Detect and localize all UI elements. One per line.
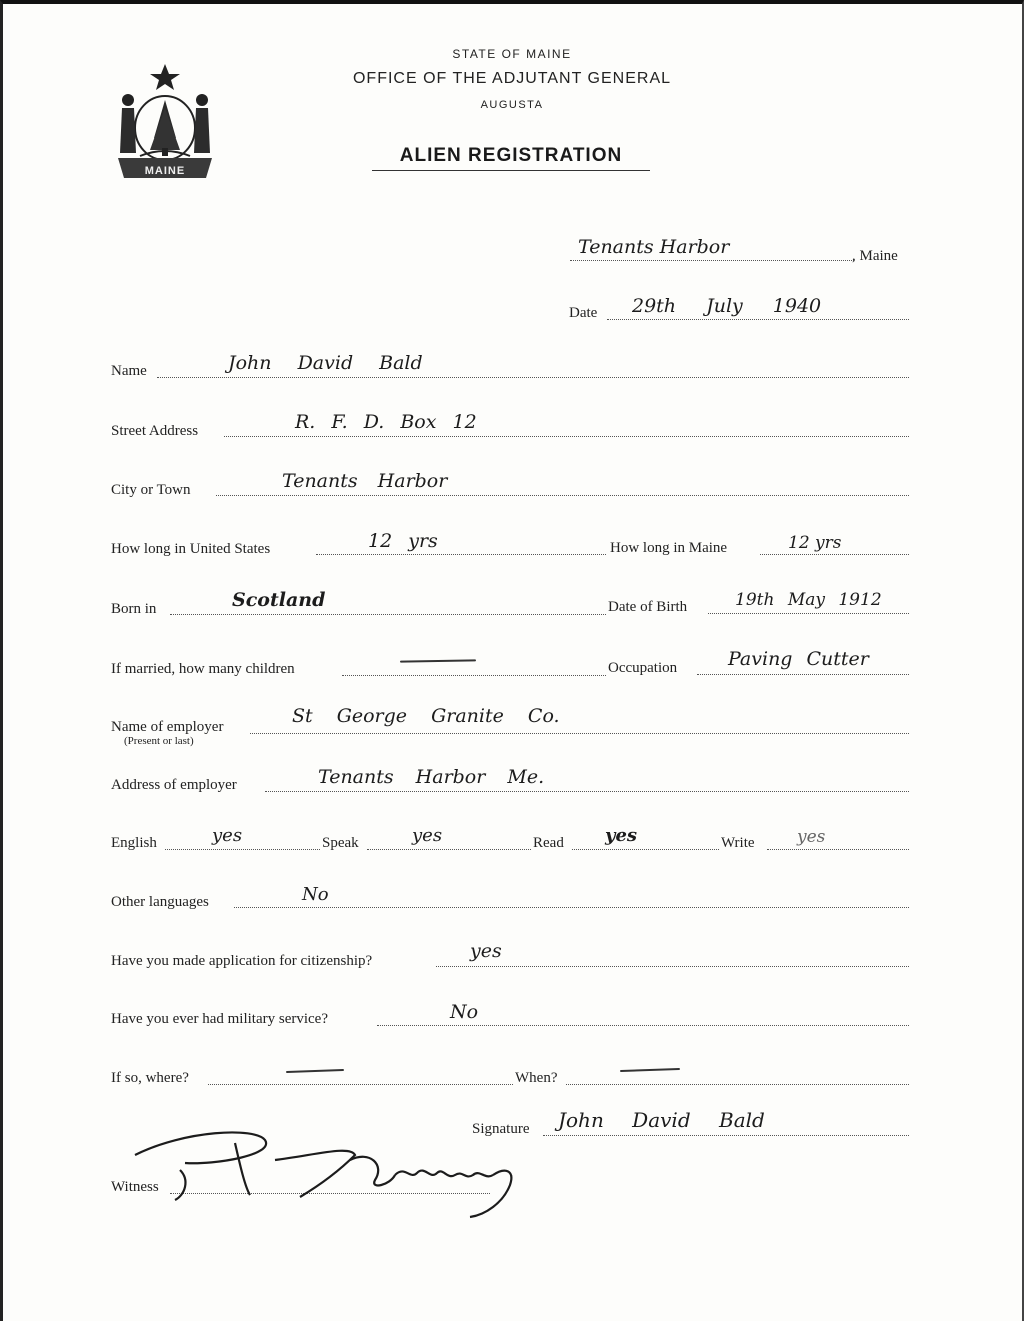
- date-of-birth-value: 19th May 1912: [735, 590, 882, 610]
- form-title: ALIEN REGISTRATION: [399, 145, 623, 166]
- date-line: [607, 319, 909, 320]
- office-heading: OFFICE OF THE ADJUTANT GENERAL: [352, 70, 672, 87]
- employer-address-value: Tenants Harbor Me.: [318, 766, 545, 788]
- employer-value: St George Granite Co.: [292, 705, 560, 727]
- when-label: When?: [515, 1070, 558, 1086]
- where-line: [208, 1084, 513, 1085]
- name-line: [157, 377, 909, 378]
- date-value: 29th July 1940: [632, 295, 822, 317]
- city-value: Tenants Harbor: [282, 470, 448, 492]
- street-address-value: R. F. D. Box 12: [295, 411, 477, 433]
- witness-signature: [125, 1125, 545, 1220]
- location-town-value: Tenants Harbor: [578, 236, 730, 258]
- street-address-label: Street Address: [111, 423, 199, 439]
- citizenship-label: Have you made application for citizenship?: [111, 953, 373, 969]
- occupation-value: Paving Cutter: [728, 648, 869, 670]
- when-line: [566, 1084, 909, 1085]
- location-line: [570, 260, 854, 261]
- title-underline: [372, 170, 650, 171]
- speak-line: [367, 849, 531, 850]
- write-label: Write: [721, 835, 755, 851]
- employer-label: Name of employer: [111, 719, 224, 735]
- speak-value: yes: [412, 825, 443, 846]
- state-heading: STATE OF MAINE: [452, 47, 572, 61]
- military-label: Have you ever had military service?: [111, 1011, 328, 1027]
- children-label: If married, how many children: [111, 661, 295, 677]
- write-value: yes: [797, 827, 826, 847]
- signature-label: Signature: [472, 1121, 530, 1137]
- signature-line: [543, 1135, 909, 1136]
- how-long-us-label: How long in United States: [111, 541, 271, 557]
- date-label: Date: [569, 305, 598, 321]
- born-in-line: [170, 614, 606, 615]
- employer-sublabel: (Present or last): [124, 735, 194, 747]
- city-heading: AUGUSTA: [480, 99, 544, 111]
- city-label: City or Town: [111, 482, 191, 498]
- english-value: yes: [212, 825, 243, 846]
- military-value: No: [450, 1001, 479, 1023]
- born-in-label: Born in: [111, 601, 157, 617]
- witness-label: Witness: [111, 1179, 159, 1195]
- where-label: If so, where?: [111, 1070, 189, 1086]
- citizenship-value: yes: [470, 940, 502, 962]
- name-label: Name: [111, 363, 147, 379]
- street-address-line: [224, 436, 909, 437]
- signature-value: John David Bald: [558, 1108, 765, 1132]
- english-line: [165, 849, 320, 850]
- read-value: yes: [605, 825, 638, 846]
- employer-line: [250, 733, 909, 734]
- how-long-maine-label: How long in Maine: [610, 540, 728, 556]
- location-state-label: , Maine: [852, 248, 898, 264]
- date-of-birth-line: [708, 613, 909, 614]
- speak-label: Speak: [322, 835, 359, 851]
- how-long-maine-line: [760, 554, 909, 555]
- english-label: English: [111, 835, 157, 851]
- write-line: [767, 849, 909, 850]
- occupation-line: [697, 674, 909, 675]
- how-long-maine-value: 12 yrs: [788, 533, 842, 553]
- military-line: [377, 1025, 909, 1026]
- name-value: John David Bald: [228, 352, 423, 374]
- other-languages-line: [234, 907, 909, 908]
- employer-address-line: [265, 791, 909, 792]
- city-line: [216, 495, 909, 496]
- other-languages-value: No: [302, 884, 329, 905]
- born-in-value: Scotland: [232, 589, 326, 611]
- employer-address-label: Address of employer: [111, 777, 237, 793]
- read-label: Read: [533, 835, 564, 851]
- occupation-label: Occupation: [608, 660, 678, 676]
- other-languages-label: Other languages: [111, 894, 209, 910]
- citizenship-line: [436, 966, 909, 967]
- read-line: [572, 849, 719, 850]
- seal-motto: MAINE: [144, 165, 186, 177]
- how-long-us-value: 12 yrs: [368, 530, 438, 552]
- date-of-birth-label: Date of Birth: [608, 599, 688, 615]
- children-line: [342, 675, 606, 676]
- how-long-us-line: [316, 554, 606, 555]
